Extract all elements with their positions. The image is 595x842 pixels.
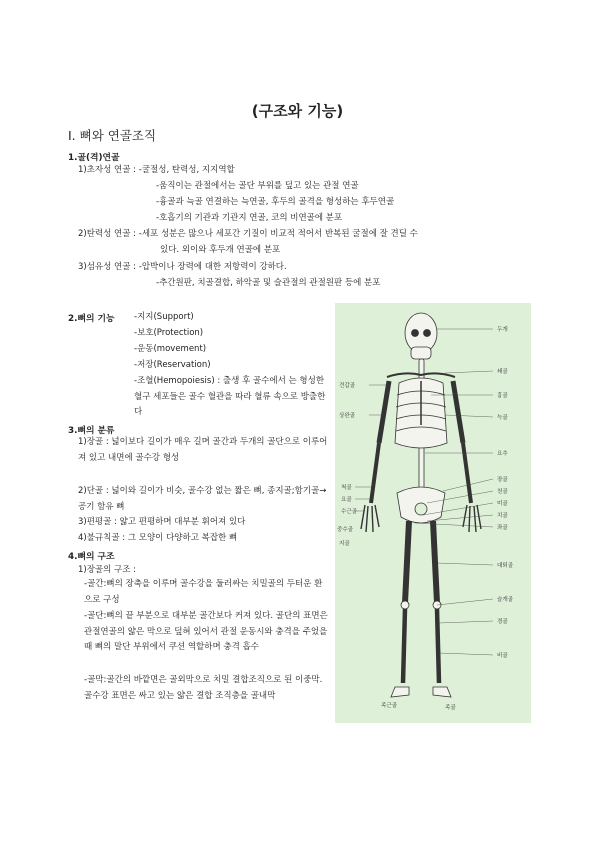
cartilage-line: -추간원판, 치골결합, 하악골 및 슬관절의 관절원판 등에 분포 — [156, 278, 381, 288]
section-heading: Ⅰ. 뼈와 연골조직 — [68, 128, 157, 143]
function-item: -조혈(Hemopoiesis) : 출생 후 골수에서 는 형성한 혈구 세포들은 골수 혈관을 따라 혈류 속으로 방출한다 — [134, 376, 326, 418]
femur-label: 대퇴골 — [497, 563, 514, 569]
cartilage-line: 1)초자성 연골 : -굴절성, 탄력성, 지지역할 — [78, 165, 235, 175]
clavicle-label: 쇄골 — [497, 369, 508, 375]
structure-paragraph: -골간:뼈의 장축을 이루며 골수강을 둘러싸는 치밀골의 두터운 환으로 구성 — [84, 579, 323, 605]
function-heading: 2.뼈의 기능 — [68, 314, 115, 324]
scapula-label: 견갑골 — [339, 383, 356, 389]
long-bone-text: 1)장골 : 넓이보다 길이가 매우 길며 골간과 두개의 골단으로 이루어져 있고 내면에 골수강 형성 — [78, 437, 328, 463]
cartilage-heading: 1.골(격)연골 — [68, 153, 120, 163]
lumbar-label: 요추 — [497, 451, 508, 457]
short-bone-text: 2)단골 : 넓이와 길이가 비슷, 골수강 없는 짧은 뼈, 종지골;함기골→공기 함유 뼈 — [78, 486, 327, 512]
sternum-label: 흉골 — [497, 393, 508, 399]
skeleton-figure — [335, 303, 531, 723]
humerus-label: 상완골 — [339, 413, 356, 419]
carpal-label: 수근골 — [341, 509, 358, 515]
structure-heading: 4.뼈의 구조 — [68, 552, 115, 562]
sacrum-label: 천골 — [497, 489, 508, 495]
foot-bone-label: 족골 — [445, 705, 456, 711]
patella-label: 슬개골 — [497, 597, 514, 603]
pubis-label: 치골 — [497, 513, 508, 519]
structure-paragraph: -골단:뼈의 끝 부분으로 대부분 골간보다 커져 있다. 골단의 표면은 관절연골의 얇은 막으로 덮혀 있어서 관절 운동시와 충격을 주었을 때 뼈의 말단 부위에서 쿠션 역할하며 충격 흡수 — [84, 611, 328, 653]
structure-sub: 1)장골의 구조 : — [78, 565, 137, 575]
cartilage-line: 3)섬유성 연골 : -압박이나 장력에 대한 저항력이 강하다. — [78, 262, 287, 272]
ilium-label: 장골 — [497, 477, 508, 483]
metacarpal-label: 중수골 — [337, 527, 354, 533]
fibula-label: 비골 — [497, 653, 508, 659]
classification-heading: 3.뼈의 분류 — [68, 426, 115, 436]
irregular-bone-text: 4)불규칙골 : 그 모양이 다양하고 복잡한 뼈 — [78, 533, 238, 543]
tarsal-label: 족근골 — [381, 703, 398, 709]
coccyx-label: 미골 — [497, 501, 508, 507]
function-item: -운동(movement) — [134, 344, 207, 354]
ischium-label: 좌골 — [497, 525, 508, 531]
phalanges-label: 지골 — [339, 541, 350, 547]
rib-label: 늑골 — [497, 415, 508, 421]
structure-paragraph: -골막:골간의 바깥면은 골외막으로 치밀 결합조직으로 된 이중막. 골수강 표면은 싸고 있는 얇은 결합 조직층을 골내막 — [84, 675, 323, 701]
ulna-label: 척골 — [341, 485, 352, 491]
cartilage-line: -흉골과 늑골 연결하는 늑연골, 후두의 골격을 형성하는 후두연골 — [156, 197, 395, 207]
tibia-label: 경골 — [497, 619, 508, 625]
function-item: -지지(Support) — [134, 312, 194, 322]
radius-label: 요골 — [341, 497, 352, 503]
flat-bone-text: 3)편평골 : 얇고 편평하며 대부분 휘어져 있다 — [78, 517, 246, 527]
cartilage-line: 있다. 외이와 후두개 연골에 분포 — [160, 245, 281, 255]
skull-label: 두개 — [497, 327, 508, 333]
cartilage-line: 2)탄력성 연골 : -세포 성분은 많으나 세포간 기질이 비교적 적어서 반복된 굴절에 잘 견딜 수 — [78, 229, 418, 239]
function-item: -저장(Reservation) — [134, 360, 211, 370]
function-item: -보호(Protection) — [134, 328, 204, 338]
cartilage-line: -호흡기의 기관과 기관지 연골, 코의 비연골에 분포 — [156, 213, 343, 223]
page-title: (구조와 기능) — [251, 102, 344, 120]
cartilage-line: -움직이는 관절에서는 골단 부위를 덮고 있는 관절 연골 — [156, 181, 359, 191]
